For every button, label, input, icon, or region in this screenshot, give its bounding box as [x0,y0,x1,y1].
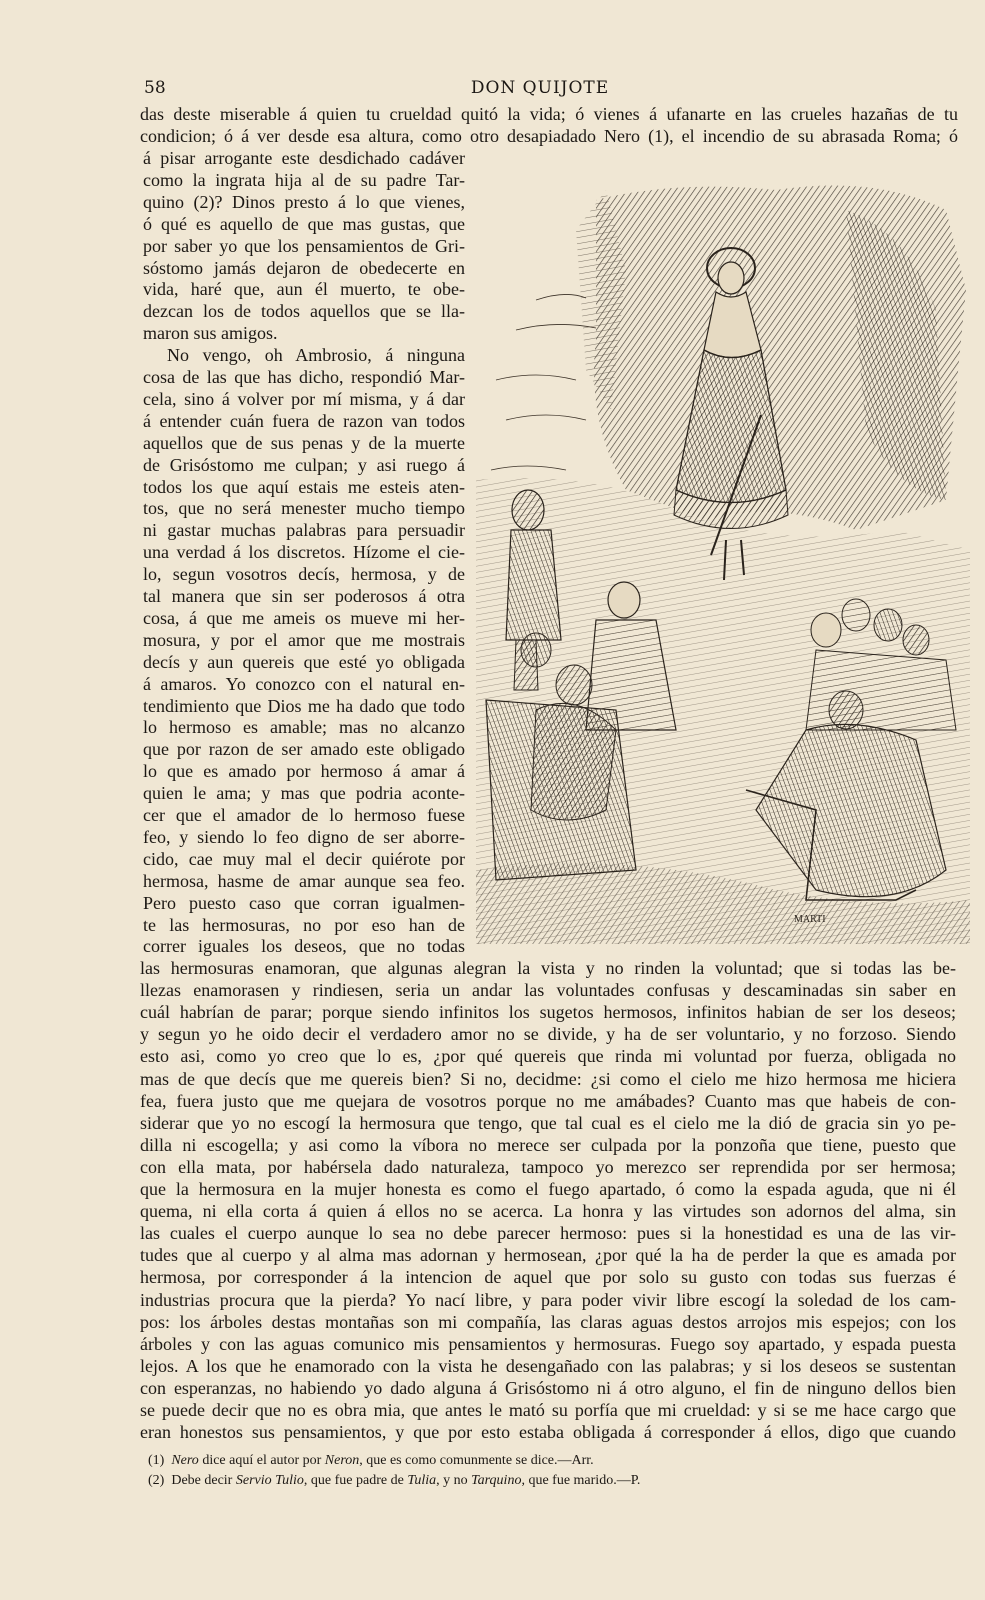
text-line: dezcan los de todos aquellos que se lla- [143,301,465,322]
text-line: como la ingrata hija al de su padre Tar- [143,169,465,190]
page-header [140,78,940,100]
sky-strokes [491,294,596,470]
text-line: Pero puesto caso que corran igualmen- [143,892,465,913]
text-line: sóstomo jamás dejaron de obedecerte en [143,257,465,278]
text-line: de Grisóstomo me culpan; y asi ruego á [143,454,465,475]
text-line: cosa de las que has dicho, respondió Mar- [143,367,465,387]
text-line: dilla ni escogella; y asi como la víbora no merece ser culpada por la ponzoña que tiene, puesto que [140,1134,956,1155]
text-line: llezas enamorasen y rindiesen, seria un andar las voluntades confusas y descaminadas sin saber en [140,980,956,1001]
text-line: tal manera que sin ser poderosos á otra [143,586,465,606]
text-line: aquellos que de sus penas y de la muerte [143,432,465,453]
text-line: tudes que al cuerpo y al alma mas adornan y hermosean, ¿por qué la ha de perder la que es amada por [140,1245,956,1266]
text-line: á amaros. Yo conozco con el natural en- [143,673,465,694]
text-line: las hermosuras enamoran, que algunas alegran la vista y no rinden la voluntad; que si todas las be- [140,958,956,978]
text-line: quien le ama; y mas que podria aconte- [143,783,465,804]
text-line: cuál habrían de parar; porque siendo infinitos los sugetos hermosos, infinitos habian de ser los deseos; [140,1002,956,1023]
text-line: mosura, y por el amor que me mostrais [143,629,465,650]
text-line: condicion; ó á ver desde esa altura, como otro desapiadado Nero (1), el incendio de su abrasada Roma; ó [140,126,958,146]
text-line: árboles y con las aguas comunico mis pensamientos y hermosuras. Fuego soy apartado, y espada puesta [140,1333,956,1354]
text-line: á pisar arrogante este desdichado cadáver [143,148,465,168]
text-line: cido, cae muy mal el decir quiérote por [143,848,465,869]
footnote-2: (2) Debe decir Servio Tulio, que fue padre de Tulia, y no Tarquino, que fue marido.—P. [148,1473,641,1488]
text-line: lo hermoso es amable; mas no alcanzo [143,717,465,738]
engraving-illustration [476,170,970,944]
text-line: se puede decir que no es obra mia, que antes le mató su porfía que mi crueldad: y si se me hace cargo que [140,1400,956,1420]
text-line: esto asi, como yo creo que lo es, ¿por qué quereis que rinda mi voluntad por fuerza, obligada no [140,1046,956,1067]
text-line: decís y aun quereis que esté yo obligada [143,651,465,672]
text-line: pos: los árboles destas montañas son mi compañía, las claras aguas destos arrojos mis espejos; con los [140,1311,956,1332]
text-line: cer que el amador de lo hermoso fuese [143,805,465,825]
text-line: que por razon de ser amado este obligado [143,739,465,760]
text-line: que la hermosura en la mujer honesta es como el fuego apartado, ó como la espada aguda, que ni él [140,1179,956,1199]
text-line: con ella mata, por habérsela dado naturaleza, tampoco yo merezco ser reprendida por ser hermosa; [140,1156,956,1177]
footnote-1: (1) Nero dice aquí el autor por Neron, que es como comunmente se dice.—Arr. [148,1453,594,1468]
text-line: maron sus amigos. [143,323,278,344]
text-line: hermosa, por corresponder á la intencion de aquel que por solo su gusto con todas sus fuerzas é [140,1267,956,1288]
artist-signature: MARTI [794,914,826,925]
text-line: quino (2)? Dinos presto á lo que vienes, [143,191,465,212]
text-line: á entender cuán fuera de razon van todos [143,410,465,431]
text-line: fea, fuera justo que me quejara de vosotros porque no me amábades? Cuanto mas que habeis de con- [140,1090,956,1111]
text-line: hermosa, hasme de amar aunque sea feo. [143,870,465,891]
text-line: una verdad á los discretos. Hízome el cie- [143,542,465,563]
text-line: ni gastar muchas palabras para persuadir [143,520,465,541]
text-line: mas de que decís que me quereis bien? Si no, decidme: ¿si como el cielo me hizo hermosa me hiciera [140,1068,956,1089]
text-line: eran honestos sus pensamientos, y que por esto estaba obligada á corresponder á ellos, digo que cuando [140,1422,956,1443]
text-line: lo que es amado por hermoso á amar á [143,761,465,782]
text-line: cela, sino á volver por mí misma, y á dar [143,388,465,409]
text-line: cosa, á que me ameis os mueve mi her- [143,607,465,628]
text-line: siderar que yo no escogí la hermosura que tengo, que tal cual es el cielo me la dió de gracia sin yo pe- [140,1112,956,1133]
text-line: industrias procura que la pierda? Yo nací libre, y para poder vivir libre escogí la soledad de los cam- [140,1289,956,1310]
text-line: quema, ni ella corta á quien á ellos no se acerca. La honra y las virtudes son adornos del alma, sin [140,1201,956,1222]
text-line: lo, segun vosotros decís, hermosa, y de [143,564,465,585]
text-line: tos, que no será menester mucho tiempo [143,498,465,519]
text-line: vida, haré que, aun él muerto, te obe- [143,279,465,300]
text-line: No vengo, oh Ambrosio, á ninguna [167,345,465,366]
text-line: das deste miserable á quien tu crueldad quitó la vida; ó vienes á ufanarte en las crueles hazañas de tu [140,104,958,124]
text-line: lejos. A los que he enamorado con la vista he desengañado con las palabras; y si los deseos se sustentan [140,1355,956,1376]
text-line: por saber yo que los pensamientos de Gri- [143,235,465,256]
page-number: 58 [144,78,166,98]
engraving-marcela-on-rock [476,170,970,944]
text-line: con esperanzas, no habiendo yo dado alguna á Grisóstomo ni á otro alguno, el fin de ninguno dellos bien [140,1377,956,1398]
text-line: todos los que aquí estais me esteis aten- [143,476,465,497]
text-line: correr iguales los deseos, que no todas [143,936,465,957]
text-line: tendimiento que Dios me ha dado que todo [143,695,465,716]
text-line: y segun yo he oido decir el verdadero amor no se divide, y ha de ser voluntario, y no forzoso. Siendo [140,1024,956,1045]
text-line: te las hermosuras, no por eso han de [143,914,465,935]
text-line: feo, y siendo lo feo digno de ser aborre- [143,826,465,847]
text-line: las cuales el cuerpo aunque lo sea no debe parecer hermoso: pues si la honestidad es una de las vir- [140,1223,956,1244]
text-line: ó qué es aquello de que mas gustas, que [143,213,465,234]
running-title: DON QUIJOTE [470,78,610,98]
